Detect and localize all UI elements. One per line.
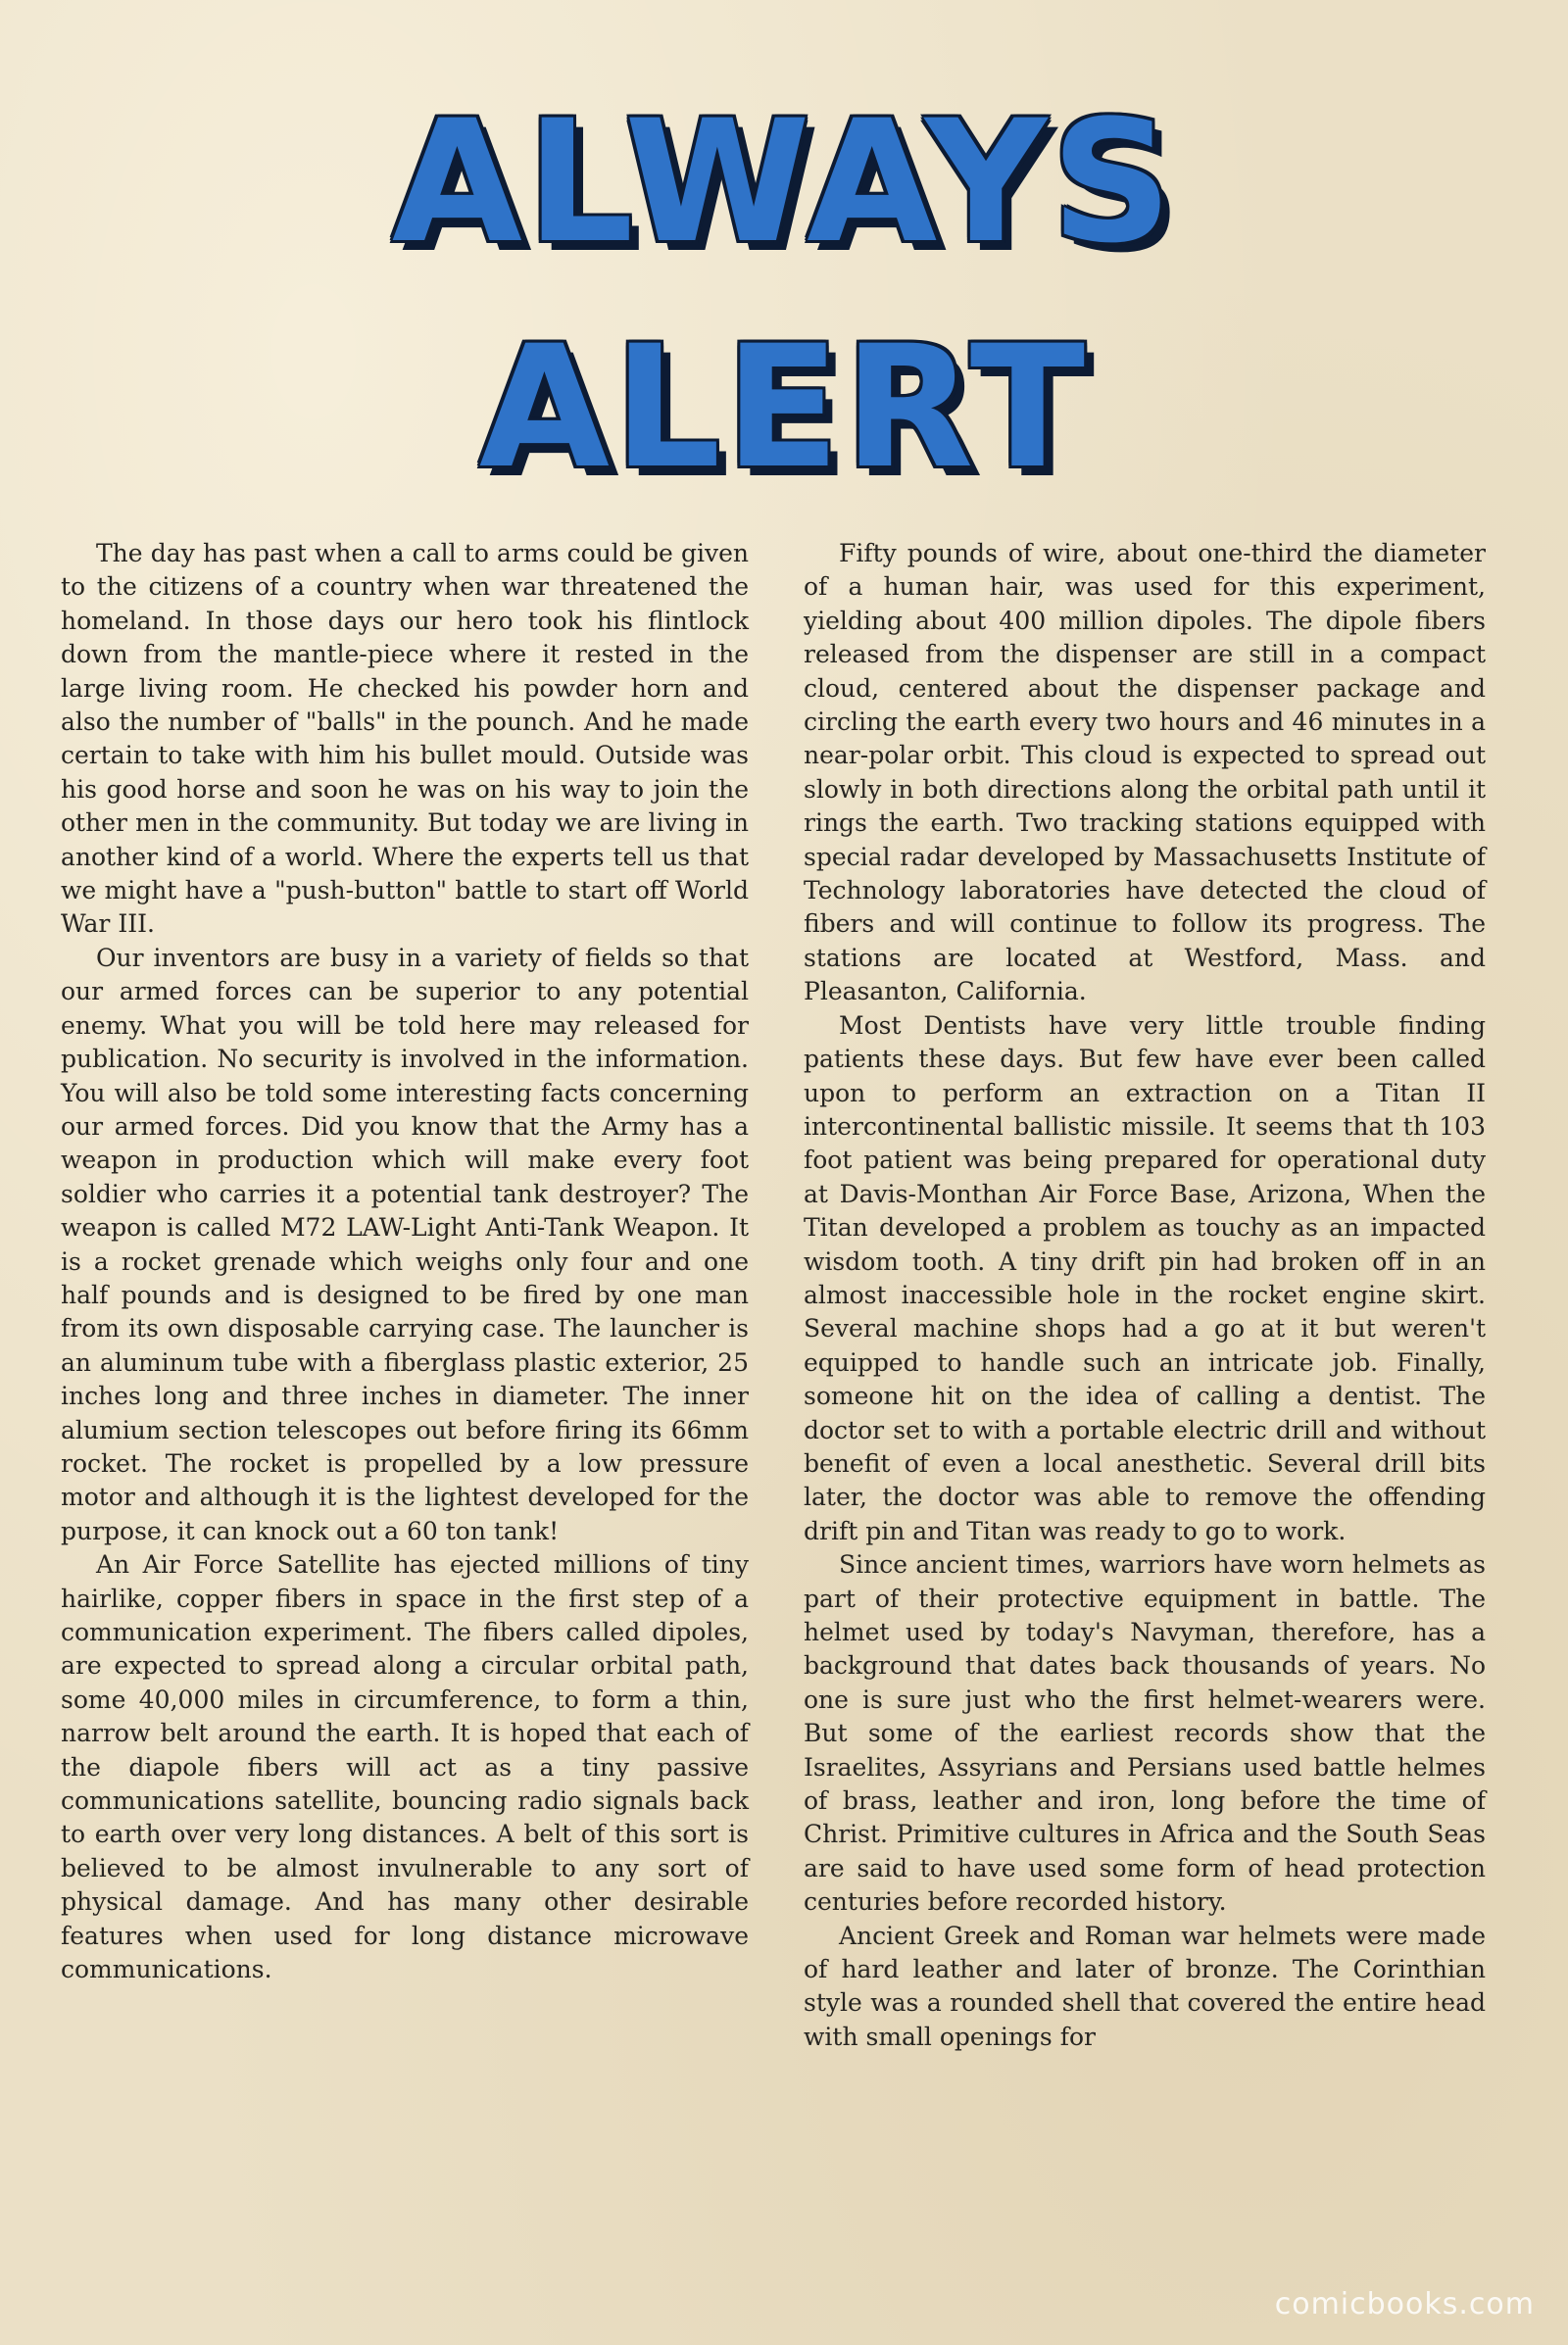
paragraph-satellite-dipoles: An Air Force Satellite has ejected millions of tiny hairlike, copper fibers in space in the first step of a communication experiment. The fibers called dipoles, are expected to spread along a circular orbital path, some 40,000 miles in circumference, to form a thin, narrow belt around the earth. It is hoped that each of the diapole fibers will act as a tiny passive communications satellite, bouncing radio signals back to earth over very long distances. A belt of this sort is believed to be almost invulnerable to any sort of physical damage. And has many other desirable features when used for long distance microwave communications. bbox=[61, 1550, 749, 1984]
title-alert: ALERT bbox=[478, 309, 1090, 506]
paragraph-fifty-pounds-wire: Fifty pounds of wire, about one-third the diameter of a human hair, was used for this experiment, yielding about 400 million dipoles. The dipole fibers released from the dispenser are still in a compact cloud, centered about the dispenser package and circling the earth every two hours and 46 minutes in a near-polar orbit. This cloud is expected to spread out slowly in both directions along the orbital path until it rings the earth. Two tracking stations equipped with special radar developed by Massachusetts Institute of Technology laboratories have detected the cloud of fibers and will continue to follow its progress. The stations are located at Westford, Mass. and Pleasanton, California. bbox=[804, 539, 1486, 1006]
watermark: comicbooks.com bbox=[1274, 2287, 1535, 2321]
paragraph-helmets-history: Since ancient times, warriors have worn helmets as part of their protective equipment in battle. The helmet used by today's Navyman, therefore, has a background that dates back thousands of years. No one is sure just who the first helmet-wearers were. But some of the earliest records show that the Israelites, Assyrians and Persians used battle helmes of brass, leather and iron, long before the time of Christ. Primitive cultures in Africa and the South Seas are said to have used some form of head protection centuries before recorded history. bbox=[804, 1550, 1486, 1917]
right-column bbox=[804, 537, 1486, 2054]
paragraph-dentists-titan: Most Dentists have very little trouble finding patients these days. But few have ever been called upon to perform an extraction on a Titan II intercontinental ballistic missile. It seems that th 103 foot patient was being prepared for operational duty at Davis-Monthan Air Force Base, Arizona, When the Titan developed a problem as touchy as an impacted wisdom tooth. A tiny drift pin had broken off in an almost inaccessible hole in the rocket engine skirt. Several machine shops had a go at it but weren't equipped to handle such an intricate job. Finally, someone hit on the idea of calling a dentist. The doctor set to with a portable electric drill and without benefit of even a local anesthetic. Several drill bits later, the doctor was able to remove the offending drift pin and Titan was ready to go to work. bbox=[804, 1010, 1486, 1545]
title-always: ALWAYS bbox=[391, 83, 1177, 280]
paragraph-call-to-arms: The day has past when a call to arms could be given to the citizens of a country when war threatened the homeland. In those days our hero took his flintlock down from the mantle-piece where it rested in the large living room. He checked his powder horn and also the number of "balls" in the pounch. And he made certain to take with him his bullet mould. Outside was his good horse and soon he was on his way to join the other men in the community. But today we are living in another kind of a world. Where the experts tell us that we might have a "push-button" battle to start off World War III. bbox=[61, 539, 749, 939]
paragraph-greek-roman-helmets: Ancient Greek and Roman war helmets were made of hard leather and later of bronze. The Corinthian style was a rounded shell that covered the entire head with small openings for bbox=[804, 1921, 1486, 2051]
left-column bbox=[61, 537, 749, 1986]
paragraph-inventors-m72: Our inventors are busy in a variety of fields so that our armed forces can be superior to any potential enemy. What you will be told here may released for publication. No security is involved in the information. You will also be told some interesting facts concerning our armed forces. Did you know that the Army has a weapon in production which will make every foot soldier who carries it a potential tank destroyer? The weapon is called M72 LAW-Light Anti-Tank Weapon. It is a rocket grenade which weighs only four and one half pounds and is designed to be fired by one man from its own disposable carrying case. The launcher is an aluminum tube with a fiberglass plastic exterior, 25 inches long and three inches in diameter. The inner alumium section telescopes out before firing its 66mm rocket. The rocket is propelled by a low pressure motor and although it is the lightest developed for the purpose, it can knock out a 60 ton tank! bbox=[61, 943, 749, 1545]
